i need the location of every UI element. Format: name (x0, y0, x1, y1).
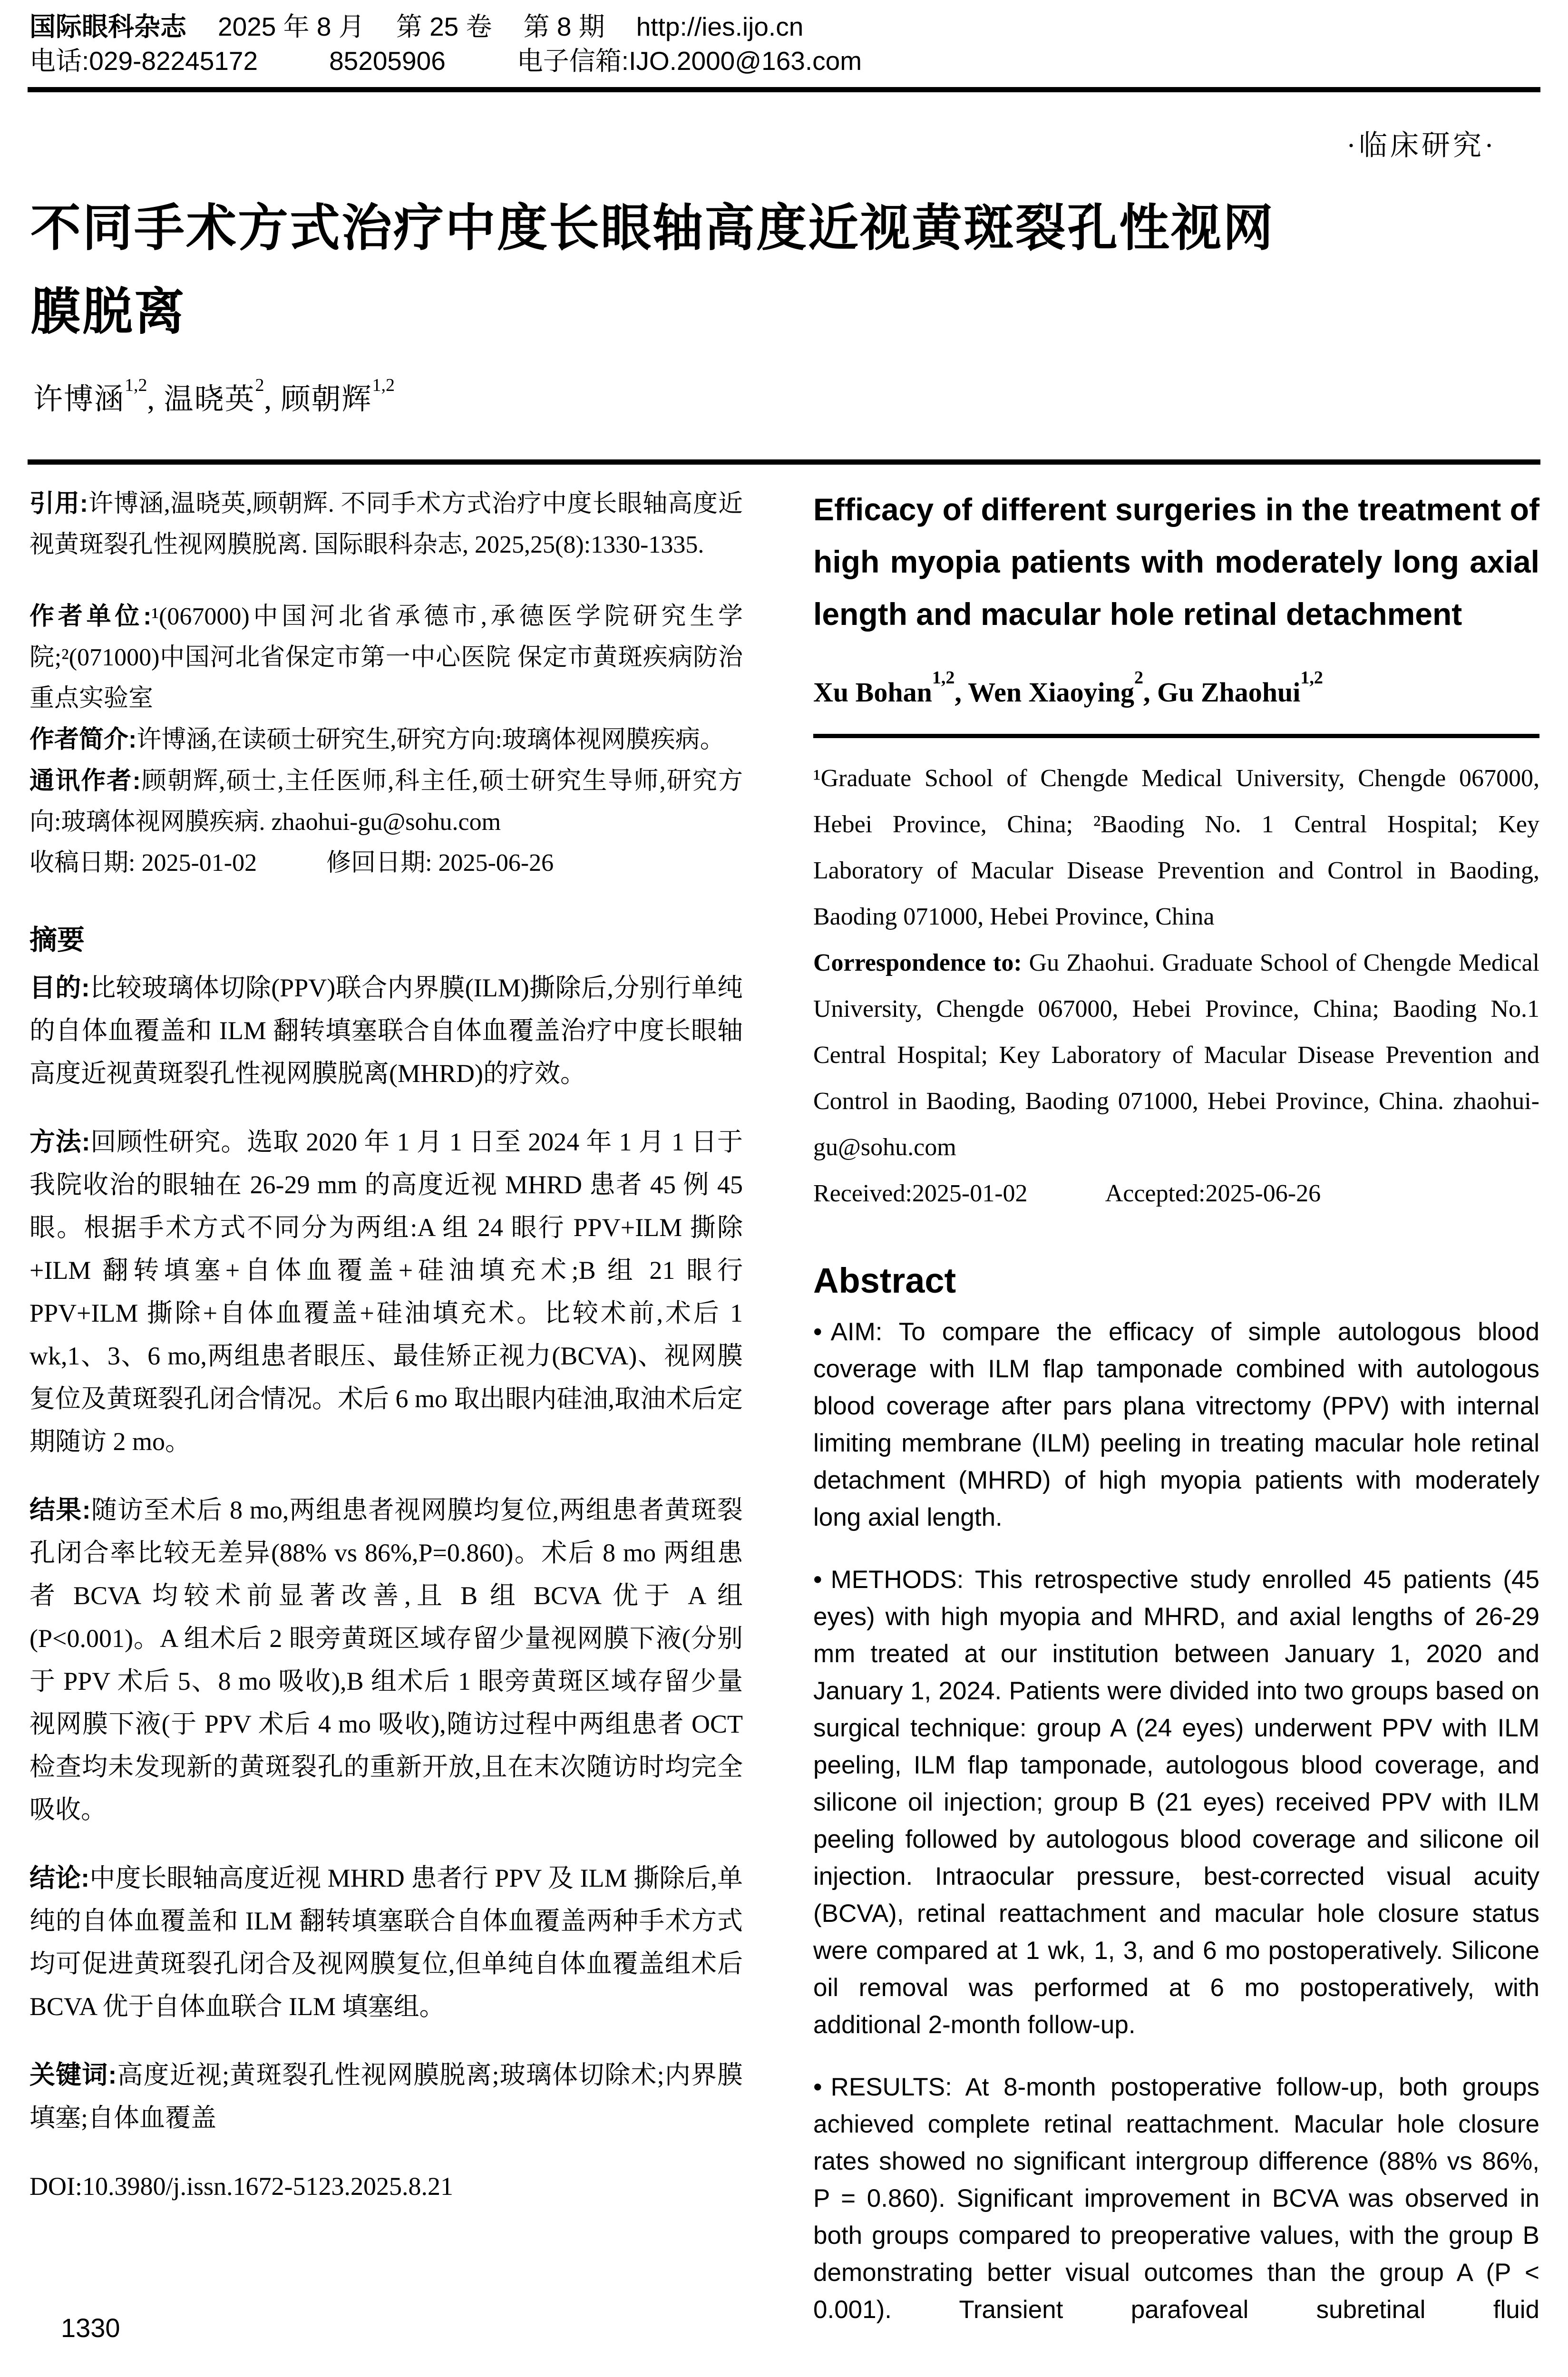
cn-correspondence-label: 通讯作者: (29, 767, 141, 795)
en-correspondence-label: Correspondence to: (813, 949, 1022, 976)
cn-keywords-text: 高度近视;黄斑裂孔性视网膜脱离;玻璃体切除术;内界膜填塞;自体血覆盖 (29, 2061, 743, 2132)
header-line-2 (29, 44, 1539, 78)
cn-author-line (33, 375, 395, 418)
page-header (29, 10, 1539, 78)
title-divider-rule (28, 459, 1540, 465)
author-separator: , (1143, 677, 1157, 708)
cn-author: 许博涵$^{1,2}$, (33, 375, 156, 416)
cn-received-date: 2025-01-02 (141, 849, 257, 877)
cn-affiliation-block (29, 596, 743, 719)
author-superscript: 2 (1134, 668, 1143, 688)
journal-website: http://ies.ijo.cn (636, 12, 804, 41)
cn-revised-date: 2025-06-26 (438, 849, 554, 877)
cn-aim-paragraph (29, 966, 743, 1095)
header-rule (28, 87, 1540, 92)
cn-title-line-2: 膜脱离 (30, 284, 186, 340)
citation-label: 引用: (29, 490, 88, 517)
cn-aim-text: 比较玻璃体切除(PPV)联合内界膜(ILM)撕除后,分别行单纯的自体血覆盖和 ILM 翻转填塞联合自体血覆盖治疗中度长眼轴高度近视黄斑裂孔性视网膜脱离(MHRD)的疗效。 (29, 974, 743, 1088)
cn-abstract-heading: 摘要 (29, 925, 85, 955)
journal-email: 电子信箱:IJO.2000@163.com (516, 46, 862, 76)
en-accepted-label: Accepted: (1105, 1180, 1206, 1207)
journal-name: 国际眼科杂志 (29, 12, 187, 41)
cn-methods-paragraph (29, 1120, 743, 1463)
abstract-aim-text: To compare the efficacy of simple autologous blood coverage with ILM flap tamponade combined with autologous blood coverage after pars plana vitrectomy (PPV) with internal limiting membrane (ILM) peeling in treating macular hole retinal detachment (MHRD) of high myopia patients with moderately long axial length. (813, 1318, 1539, 1531)
abstract-methods-text: This retrospective study enrolled 45 patients (45 eyes) with high myopia and MHRD, and axial lengths of 26-29 mm treated at our institution between January 1, 2020 and January 1, 2024. Patients were divided into two groups based on surgical technique: group A (24 eyes) underwent PPV with ILM peeling, ILM flap tamponade, autologous blood coverage, and silicone oil injection; group B (21 eyes) received PPV with ILM peeling followed by autologous blood coverage and silicone oil injection. Intraocular pressure, best-corrected visual acuity (BCVA), retinal reattachment and macular hole closure status were compared at 1 wk, 1, 3, and 6 mo postoperatively. Silicone oil removal was performed at 6 mo postoperatively, with additional 2-month follow-up. (813, 1566, 1539, 2039)
cn-affiliation-text: ¹(067000)中国河北省承德市,承德医学院研究生学院;²(071000)中国河北省保定市第一中心医院 保定市黄斑疾病防治重点实验室 (29, 603, 743, 712)
cn-conclusion-text: 中度长眼轴高度近视 MHRD 患者行 PPV 及 ILM 撕除后,单纯的自体血覆盖和 ILM 翻转填塞联合自体血覆盖两种手术方式均可促进黄斑裂孔闭合及视网膜复位,但单纯自体血覆盖组术后 BCVA 优于自体血联合 ILM 填塞组。 (29, 1864, 743, 2021)
author-superscript: 1,2 (372, 375, 395, 395)
en-author: Xu Bohan$^{1,2}$, (813, 668, 968, 708)
cn-keywords-paragraph (29, 2054, 743, 2139)
doi-line: DOI:10.3980/j.issn.1672-5123.2025.8.21 (29, 2172, 453, 2201)
author-separator: , (264, 383, 273, 416)
cn-conclusion-label: 结论: (29, 1864, 90, 1892)
en-correspondence-text: Gu Zhaohui. Graduate School of Chengde Medical University, Chengde 067000, Hebei Province, China; Baoding No.1 Central Hospital; Key Laboratory of Macular Disease Prevention and Control in Baoding, Baoding 071000, Hebei Province, China. zhaohui-gu@sohu.com (813, 949, 1539, 1161)
en-received-date: 2025-01-02 (912, 1180, 1028, 1207)
en-received-label: Received: (813, 1180, 912, 1207)
cn-correspondence-block (29, 760, 743, 843)
en-author-line (813, 661, 1539, 709)
en-author-rule (813, 734, 1539, 738)
author-superscript: 2 (255, 375, 264, 395)
citation-block (29, 483, 743, 565)
cn-title-line-1: 不同手术方式治疗中度长眼轴高度近视黄斑裂孔性视网 (30, 200, 1275, 256)
cn-received-label: 收稿日期: (29, 849, 136, 877)
cn-aim-label: 目的: (29, 974, 90, 1002)
bullet-icon: • (813, 1566, 822, 1594)
cn-bio-text: 许博涵,在读硕士研究生,研究方向:玻璃体视网膜疾病。 (136, 726, 725, 753)
page-number: 1330 (61, 2313, 120, 2343)
abstract-results-label: RESULTS: (830, 2073, 952, 2101)
cn-correspondence-text: 顾朝辉,硕士,主任医师,科主任,硕士研究生导师,研究方向:玻璃体视网膜疾病. zhaohui-gu@sohu.com (29, 768, 743, 836)
abstract-methods-label: METHODS: (830, 1566, 964, 1594)
header-line-1 (29, 10, 1539, 44)
en-correspondence-block (813, 940, 1539, 1170)
cn-dates-line (29, 843, 743, 884)
cn-methods-label: 方法: (29, 1128, 90, 1156)
journal-phone: 电话:029-82245172 (29, 46, 258, 76)
issue-number-label: 第 8 期 (523, 12, 605, 41)
issue-date: 2025 年 8 月 (218, 12, 365, 41)
author-separator: , (147, 383, 156, 416)
cn-column (29, 483, 743, 2208)
en-author: Wen Xiaoying$^2$, (968, 668, 1157, 708)
cn-results-label: 结果: (29, 1496, 91, 1524)
en-affiliations: ¹Graduate School of Chengde Medical University, Chengde 067000, Hebei Province, China; ²Baoding No. 1 Central Hospital; Key Laboratory of Macular Disease Prevention and Control in Baoding, Baoding 071000, Hebei Province, China (813, 765, 1539, 930)
cn-keywords-label: 关键词: (29, 2061, 117, 2089)
en-accepted-date: 2025-06-26 (1205, 1180, 1321, 1207)
cn-results-paragraph (29, 1489, 743, 1831)
en-author: Gu Zhaohui$^{1,2}$ (1157, 668, 1323, 708)
volume-label: 第 25 卷 (396, 12, 492, 41)
cn-affiliation-label: 作者单位: (29, 603, 152, 630)
journal-phone-alt: 85205906 (329, 46, 446, 76)
cn-revised-label: 修回日期: (326, 849, 432, 877)
abstract-results-paragraph (813, 2069, 1539, 2328)
cn-bio-block (29, 719, 743, 760)
cn-author: 温晓英$^2$, (164, 375, 273, 416)
abstract-methods-paragraph (813, 1561, 1539, 2044)
en-column (813, 483, 1539, 2354)
cn-conclusion-paragraph (29, 1857, 743, 2028)
author-separator: , (954, 677, 968, 708)
cn-methods-text: 回顾性研究。选取 2020 年 1 月 1 日至 2024 年 1 月 1 日于我院收治的眼轴在 26-29 mm 的高度近视 MHRD 患者 45 例 45 眼。根据手术方式不同分为两组:A 组 24 眼行 PPV+ILM 撕除+ILM 翻转填塞+自体血覆盖+硅油填充术;B 组 21 眼行 PPV+ILM 撕除+自体血覆盖+硅油填充术。比较术前,术后 1 wk,1、3、6 mo,两组患者眼压、最佳矫正视力(BCVA)、视网膜复位及黄斑裂孔闭合情况。术后 6 mo 取出眼内硅油,取油术后定期随访 2 mo。 (29, 1128, 743, 1456)
cn-article-title (30, 186, 1539, 354)
cn-bio-label: 作者简介: (29, 726, 137, 753)
citation-text: 许博涵,温晓英,顾朝辉. 不同手术方式治疗中度长眼轴高度近视黄斑裂孔性视网膜脱离. 国际眼科杂志, 2025,25(8):1330-1335. (29, 490, 743, 558)
abstract-results-text: At 8-month postoperative follow-up, both groups achieved complete retinal reattachment. Macular hole closure rates showed no significant intergroup difference (88% vs 86%, P = 0.860). Significant improvement in BCVA was observed in both groups compared to preoperative values, with the group B demonstrating better visual outcomes than the group A (P < 0.001). Transient parafoveal subretinal fluid (813, 2073, 1539, 2324)
bullet-icon: • (813, 2073, 822, 2101)
cn-results-text: 随访至术后 8 mo,两组患者视网膜均复位,两组患者黄斑裂孔闭合率比较无差异(88% vs 86%,P=0.860)。术后 8 mo 两组患者 BCVA 均较术前显著改善,且 B 组 BCVA 优于 A 组(P<0.001)。A 组术后 2 眼旁黄斑区域存留少量视网膜下液(分别于 PPV 术后 5、8 mo 吸收),B 组术后 1 眼旁黄斑区域存留少量视网膜下液(于 PPV 术后 4 mo 吸收),随访过程中两组患者 OCT 检查均未发现新的黄斑裂孔的重新开放,且在末次随访时均完全吸收。 (29, 1496, 743, 1824)
cn-author: 顾朝辉$^{1,2}$ (281, 375, 395, 416)
bullet-icon: • (813, 1318, 822, 1346)
author-superscript: 1,2 (125, 375, 147, 395)
en-dates-line (813, 1170, 1539, 1217)
section-label: ·临床研究· (1346, 130, 1497, 161)
abstract-aim-paragraph (813, 1314, 1539, 1536)
author-superscript: 1,2 (932, 668, 955, 688)
article-body (29, 483, 1539, 2354)
en-abstract-heading: Abstract (813, 1261, 956, 1300)
author-superscript: 1,2 (1300, 668, 1323, 688)
abstract-aim-label: AIM: (830, 1318, 883, 1346)
en-article-title: Efficacy of different surgeries in the treatment of high myopia patients with moderately long axial length and macular hole retinal detachment (813, 492, 1539, 632)
